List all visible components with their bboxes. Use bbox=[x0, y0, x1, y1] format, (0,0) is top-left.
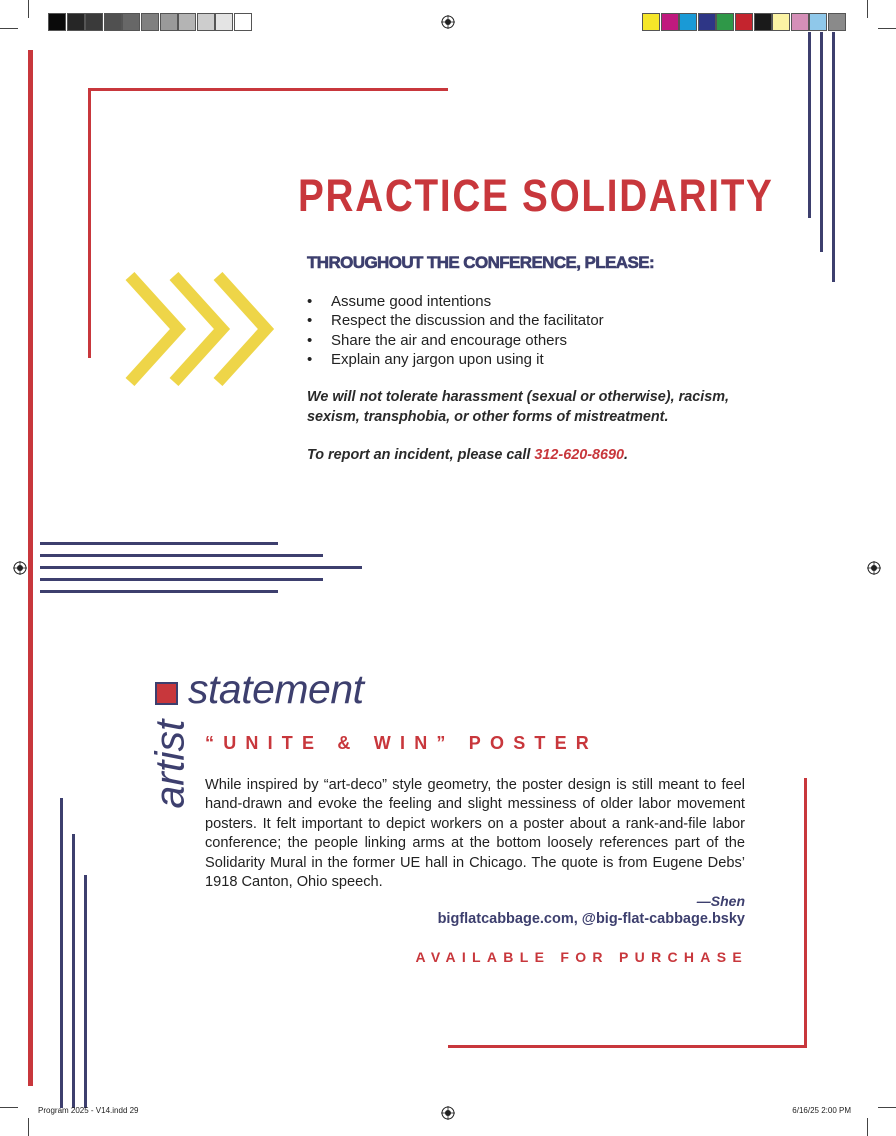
crop-mark-bottom-left-h bbox=[0, 1107, 18, 1108]
grayscale-swatch bbox=[48, 13, 66, 31]
slug-timestamp: 6/16/25 2:00 PM bbox=[792, 1106, 851, 1115]
square-bullet-icon bbox=[155, 682, 178, 705]
grayscale-swatch bbox=[215, 13, 233, 31]
slug-file-name: Program 2025 - V14.indd 29 bbox=[38, 1106, 139, 1115]
harassment-policy: We will not tolerate harassment (sexual or otherwise), racism, sexism, transphobia, or other forms of mistreatment. bbox=[307, 389, 729, 425]
grayscale-swatch bbox=[67, 13, 85, 31]
horizontal-stripe bbox=[40, 578, 323, 581]
color-swatch bbox=[809, 13, 827, 31]
crop-mark-top-right-v bbox=[867, 0, 868, 18]
bottom-left-vertical-line bbox=[60, 798, 63, 1108]
artist-heading: artist bbox=[146, 719, 193, 809]
grayscale-swatch bbox=[234, 13, 252, 31]
color-swatch bbox=[642, 13, 660, 31]
statement-heading: statement bbox=[188, 666, 364, 712]
horizontal-stripe bbox=[40, 554, 323, 557]
registration-mark-icon bbox=[441, 15, 455, 29]
list-item: • Share the air and encourage others bbox=[307, 331, 604, 350]
artist-signature: —Shen bbox=[696, 893, 745, 909]
report-incident-text bbox=[307, 447, 628, 463]
list-item: • Explain any jargon upon using it bbox=[307, 350, 604, 369]
crop-mark-bottom-left-v bbox=[28, 1118, 29, 1136]
top-frame-line bbox=[88, 88, 448, 91]
crop-mark-bottom-right-v bbox=[867, 1118, 868, 1136]
crop-mark-top-left-h bbox=[0, 28, 18, 29]
color-swatch bbox=[716, 13, 734, 31]
list-item: • Respect the discussion and the facilitator bbox=[307, 311, 604, 330]
report-prefix: To report an incident, please call bbox=[307, 447, 535, 463]
right-vertical-line bbox=[820, 32, 823, 252]
horizontal-stripe bbox=[40, 542, 278, 545]
grayscale-swatch bbox=[104, 13, 122, 31]
grayscale-swatch bbox=[197, 13, 215, 31]
top-frame-vertical-line bbox=[88, 88, 91, 358]
crop-mark-bottom-right-h bbox=[878, 1107, 896, 1108]
color-swatch bbox=[735, 13, 753, 31]
report-suffix: . bbox=[624, 447, 629, 463]
left-border-line bbox=[28, 50, 33, 1086]
color-swatch bbox=[698, 13, 716, 31]
list-item: • Assume good intentions bbox=[307, 292, 604, 311]
crop-mark-top-left-v bbox=[28, 0, 29, 18]
section-subtitle: THROUGHOUT THE CONFERENCE, PLEASE: bbox=[307, 253, 655, 272]
grayscale-swatch bbox=[141, 13, 159, 31]
color-swatch bbox=[791, 13, 809, 31]
grayscale-swatch bbox=[85, 13, 103, 31]
bottom-frame-line bbox=[448, 1045, 807, 1048]
report-phone-number[interactable]: 312-620-8690 bbox=[534, 447, 625, 463]
bottom-frame-vertical-line bbox=[804, 778, 807, 1048]
page-title: PRACTICE SOLIDARITY bbox=[298, 170, 774, 221]
bottom-left-vertical-line bbox=[84, 875, 87, 1108]
grayscale-swatch bbox=[178, 13, 196, 31]
artist-statement-body: While inspired by “art-deco” style geometry, the poster design is still meant to feel hand-drawn and evoke the feeling and slight messiness of older labor movement posters. It felt important to depict workers on a poster about a rank-and-file labor conference; the people linking arms at the bottom loosely references part of the Solidarity Mural in the former UE hall in Chicago. The quote is from Eugene Debs’ 1918 Canton, Ohio speech. bbox=[205, 777, 745, 891]
color-swatch bbox=[661, 13, 679, 31]
horizontal-stripe bbox=[40, 590, 278, 593]
bottom-left-vertical-line bbox=[72, 834, 75, 1108]
color-swatch bbox=[828, 13, 846, 31]
artist-links[interactable]: bigflatcabbage.com, @big-flat-cabbage.bsky bbox=[437, 911, 745, 927]
crop-mark-top-right-h bbox=[878, 28, 896, 29]
color-swatch bbox=[772, 13, 790, 31]
grayscale-swatch bbox=[122, 13, 140, 31]
color-swatch bbox=[679, 13, 697, 31]
grayscale-swatch bbox=[160, 13, 178, 31]
registration-mark-icon bbox=[867, 561, 881, 575]
conduct-rules-list bbox=[307, 292, 604, 369]
right-vertical-line bbox=[808, 32, 811, 218]
registration-mark-icon bbox=[441, 1106, 455, 1120]
right-vertical-line bbox=[832, 32, 835, 282]
registration-mark-icon bbox=[13, 561, 27, 575]
availability-label: AVAILABLE FOR PURCHASE bbox=[415, 949, 748, 965]
chevrons-icon bbox=[122, 272, 274, 386]
poster-title: “UNITE & WIN” POSTER bbox=[205, 733, 599, 753]
horizontal-stripe bbox=[40, 566, 362, 569]
color-swatch bbox=[754, 13, 772, 31]
